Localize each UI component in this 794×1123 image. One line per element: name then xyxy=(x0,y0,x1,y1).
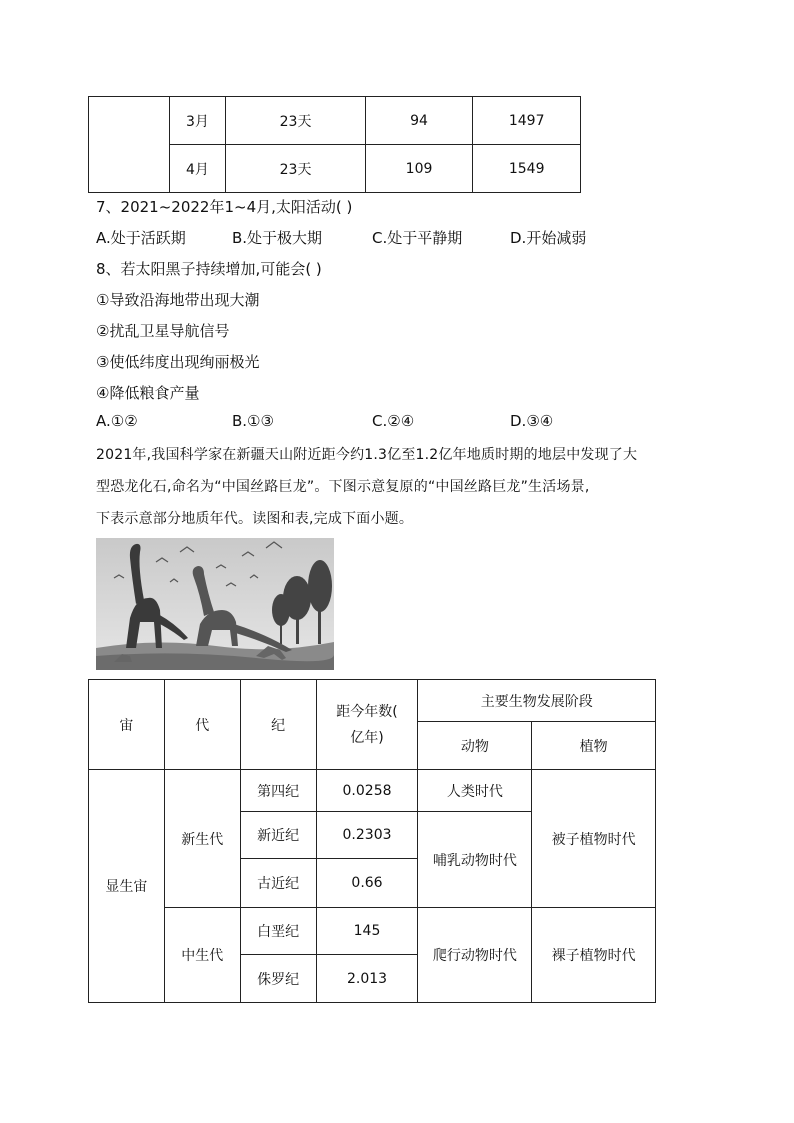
table-row xyxy=(89,908,656,955)
days-cell: 23天 xyxy=(226,97,365,145)
header-stage: 主要生物发展阶段 xyxy=(418,680,656,722)
plant-cell: 裸子植物时代 xyxy=(532,908,656,1003)
table-row xyxy=(89,97,581,145)
value-cell: 1497 xyxy=(473,97,581,145)
header-period: 纪 xyxy=(240,680,316,770)
q7-option-d: D.开始减弱 xyxy=(510,229,587,247)
q8-option-d: D.③④ xyxy=(510,412,554,430)
animal-cell: 哺乳动物时代 xyxy=(418,812,532,908)
q8-item: ②扰乱卫星导航信号 xyxy=(96,322,230,340)
header-era: 代 xyxy=(164,680,240,770)
q7-option-c: C.处于平静期 xyxy=(372,229,463,247)
passage-line: 型恐龙化石,命名为“中国丝路巨龙”。下图示意复原的“中国丝路巨龙”生活场景, xyxy=(96,479,590,495)
age-cell: 145 xyxy=(316,908,418,955)
period-cell: 新近纪 xyxy=(240,812,316,859)
era-cell: 中生代 xyxy=(164,908,240,1003)
q8-option-c: C.②④ xyxy=(372,412,415,430)
value-cell: 94 xyxy=(365,97,473,145)
header-animal: 动物 xyxy=(418,722,532,770)
question-8-stem: 8、若太阳黑子持续增加,可能会( ) xyxy=(96,260,322,278)
value-cell: 109 xyxy=(365,145,473,193)
month-cell: 4月 xyxy=(169,145,226,193)
age-cell: 2.013 xyxy=(316,955,418,1003)
dinosaur-illustration xyxy=(96,538,334,670)
animal-cell: 人类时代 xyxy=(418,770,532,812)
animal-cell: 爬行动物时代 xyxy=(418,908,532,1003)
q8-item: ③使低纬度出现绚丽极光 xyxy=(96,353,260,371)
q8-option-b: B.①③ xyxy=(232,412,274,430)
age-cell: 0.0258 xyxy=(316,770,418,812)
q7-option-a: A.处于活跃期 xyxy=(96,229,186,247)
header-plant: 植物 xyxy=(532,722,656,770)
q8-option-a: A.①② xyxy=(96,412,138,430)
era-cell: 新生代 xyxy=(164,770,240,908)
table-row xyxy=(89,770,656,812)
days-cell: 23天 xyxy=(226,145,365,193)
header-eon: 宙 xyxy=(89,680,165,770)
q8-item: ①导致沿海地带出现大潮 xyxy=(96,291,260,309)
period-cell: 侏罗纪 xyxy=(240,955,316,1003)
period-cell: 白垩纪 xyxy=(240,908,316,955)
q8-item: ④降低粮食产量 xyxy=(96,384,200,402)
passage-line: 2021年,我国科学家在新疆天山附近距今约1.3亿至1.2亿年地质时期的地层中发现了大 xyxy=(96,447,638,463)
period-cell: 古近纪 xyxy=(240,859,316,908)
solar-activity-table xyxy=(88,96,581,193)
age-cell: 0.2303 xyxy=(316,812,418,859)
month-cell: 3月 xyxy=(169,97,226,145)
age-cell: 0.66 xyxy=(316,859,418,908)
passage-line: 下表示意部分地质年代。读图和表,完成下面小题。 xyxy=(96,511,414,527)
geologic-time-table xyxy=(88,679,656,1003)
plant-cell: 被子植物时代 xyxy=(532,770,656,908)
table-row xyxy=(89,680,656,722)
value-cell: 1549 xyxy=(473,145,581,193)
period-cell: 第四纪 xyxy=(240,770,316,812)
empty-cell xyxy=(89,97,170,193)
q7-option-b: B.处于极大期 xyxy=(232,229,323,247)
question-7-stem: 7、2021~2022年1~4月,太阳活动( ) xyxy=(96,198,353,216)
eon-cell: 显生宙 xyxy=(89,770,165,1003)
header-age: 距今年数( 亿年) xyxy=(316,680,418,770)
